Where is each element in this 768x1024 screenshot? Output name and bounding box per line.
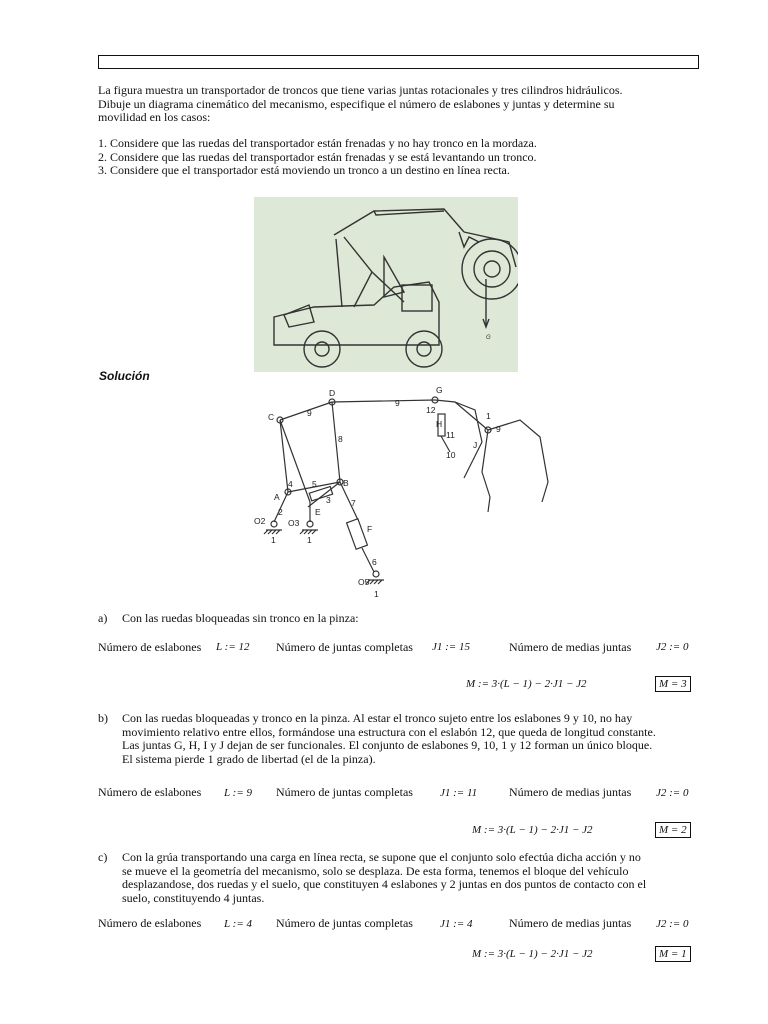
intro-line-3: movilidad en los casos: bbox=[98, 110, 211, 124]
medias-label: Número de medias juntas bbox=[509, 916, 632, 930]
half-joints-value: J2 := 0 bbox=[656, 641, 689, 653]
mobility-formula: M := 3·(L − 1) − 2·J1 − J2 bbox=[466, 678, 587, 690]
gravity-label: G bbox=[486, 335, 491, 341]
juntas-label: Número de juntas completas bbox=[276, 640, 413, 654]
mobility-formula: M := 3·(L − 1) − 2·J1 − J2 bbox=[472, 948, 593, 960]
section-a-text: Con las ruedas bloqueadas sin tronco en la pinza: bbox=[122, 611, 359, 625]
section-a-marker: a) bbox=[98, 611, 108, 625]
half-joints-value: J2 := 0 bbox=[656, 787, 689, 799]
label-F: F bbox=[367, 524, 373, 534]
eslabones-label: Número de eslabones bbox=[98, 785, 202, 799]
medias-label: Número de medias juntas bbox=[509, 785, 632, 799]
full-joints-value: J1 := 4 bbox=[440, 918, 473, 930]
label-H: H bbox=[436, 419, 443, 429]
label-7: 7 bbox=[351, 498, 356, 508]
label-1: 1 bbox=[307, 535, 312, 545]
section-c-line: se mueve el la geometría del mecanismo, solo se desplaza. De esta forma, tenemos el bloque del vehículo bbox=[122, 863, 629, 878]
label-4: 4 bbox=[288, 479, 293, 489]
section-b-marker: b) bbox=[98, 711, 108, 725]
label-6: 6 bbox=[372, 557, 377, 567]
label-1: 1 bbox=[486, 411, 491, 421]
label-12: 12 bbox=[426, 405, 436, 415]
label-B: B bbox=[343, 478, 349, 488]
links-value: L := 4 bbox=[224, 918, 253, 930]
intro-paragraph bbox=[98, 84, 708, 125]
label-G: G bbox=[436, 385, 443, 395]
label-1: 1 bbox=[374, 589, 379, 599]
juntas-label: Número de juntas completas bbox=[276, 785, 413, 799]
mobility-result: M = 1 bbox=[655, 946, 691, 962]
intro-line-2: Dibuje un diagrama cinemático del mecanismo, especifique el número de eslabones y juntas y determine su bbox=[98, 96, 615, 111]
kinematic-diagram bbox=[250, 382, 560, 602]
header-box bbox=[98, 55, 699, 69]
section-b-line: Con las ruedas bloqueadas y tronco en la pinza. Al estar el tronco sujeto entre los eslabones 9 y 10, no hay bbox=[122, 711, 633, 725]
links-value: L := 12 bbox=[216, 641, 250, 653]
label-5: 5 bbox=[312, 479, 317, 489]
label-3: 3 bbox=[326, 495, 331, 505]
mobility-formula: M := 3·(L − 1) − 2·J1 − J2 bbox=[472, 824, 593, 836]
section-b-line: movimiento relativo entre ellos, formándose una estructura con el eslabón 12, que queda de longitud constante. bbox=[122, 724, 656, 739]
section-c-marker: c) bbox=[98, 850, 108, 864]
full-joints-value: J1 := 15 bbox=[432, 641, 470, 653]
section-b-line: El sistema pierde 1 grado de libertad (el de la pinza). bbox=[122, 751, 376, 766]
log-loader-photo bbox=[254, 197, 518, 372]
label-9: 9 bbox=[307, 408, 312, 418]
cases-list bbox=[98, 137, 708, 178]
eslabones-label: Número de eslabones bbox=[98, 640, 202, 654]
eslabones-label: Número de eslabones bbox=[98, 916, 202, 930]
medias-label: Número de medias juntas bbox=[509, 640, 632, 654]
log-loader-drawing bbox=[254, 197, 518, 372]
label-D: D bbox=[329, 388, 336, 398]
label-O2: O2 bbox=[254, 516, 266, 526]
mobility-result: M = 2 bbox=[655, 822, 691, 838]
solution-title: Solución bbox=[99, 369, 150, 383]
case-item: 3. Considere que el transportador está moviendo un tronco a un destino en línea recta. bbox=[98, 163, 510, 177]
label-9: 9 bbox=[395, 398, 400, 408]
section-b-text bbox=[122, 712, 712, 766]
label-C: C bbox=[268, 412, 275, 422]
label-11: 11 bbox=[446, 430, 455, 440]
section-c-text bbox=[122, 851, 712, 905]
section-c-line: suelo, constituyendo 4 juntas. bbox=[122, 890, 265, 905]
label-A: A bbox=[274, 492, 280, 502]
section-b-line: Las juntas G, H, I y J dejan de ser funcionales. El conjunto de eslabones 9, 10, 1 y 12 forman un único bloque. bbox=[122, 738, 653, 752]
label-1: 1 bbox=[271, 535, 276, 545]
label-2: 2 bbox=[278, 507, 283, 517]
case-item: 1. Considere que las ruedas del transportador están frenadas y no hay tronco en la mordaza. bbox=[98, 136, 537, 150]
label-E: E bbox=[315, 507, 321, 517]
full-joints-value: J1 := 11 bbox=[440, 787, 478, 799]
label-J: J bbox=[473, 440, 478, 450]
half-joints-value: J2 := 0 bbox=[656, 918, 689, 930]
label-9: 9 bbox=[496, 424, 501, 434]
links-value: L := 9 bbox=[224, 787, 253, 799]
section-c-line: Con la grúa transportando una carga en línea recta, se supone que el conjunto solo efectúa dicha acción y no bbox=[122, 850, 641, 864]
case-item: 2. Considere que las ruedas del transportador están frenadas y se está levantando un tronco. bbox=[98, 149, 537, 164]
mobility-result: M = 3 bbox=[655, 676, 691, 692]
juntas-label: Número de juntas completas bbox=[276, 916, 413, 930]
label-8: 8 bbox=[338, 434, 343, 444]
section-c-line: desplazandose, dos ruedas y el suelo, que constituyen 4 eslabones y 2 juntas en dos puntos de contacto con el bbox=[122, 877, 647, 891]
label-10: 10 bbox=[446, 450, 456, 460]
intro-line-1: La figura muestra un transportador de troncos que tiene varias juntas rotacionales y tres cilindros hidráulicos. bbox=[98, 83, 623, 97]
label-O5: O5 bbox=[358, 577, 370, 587]
label-O3: O3 bbox=[288, 518, 300, 528]
